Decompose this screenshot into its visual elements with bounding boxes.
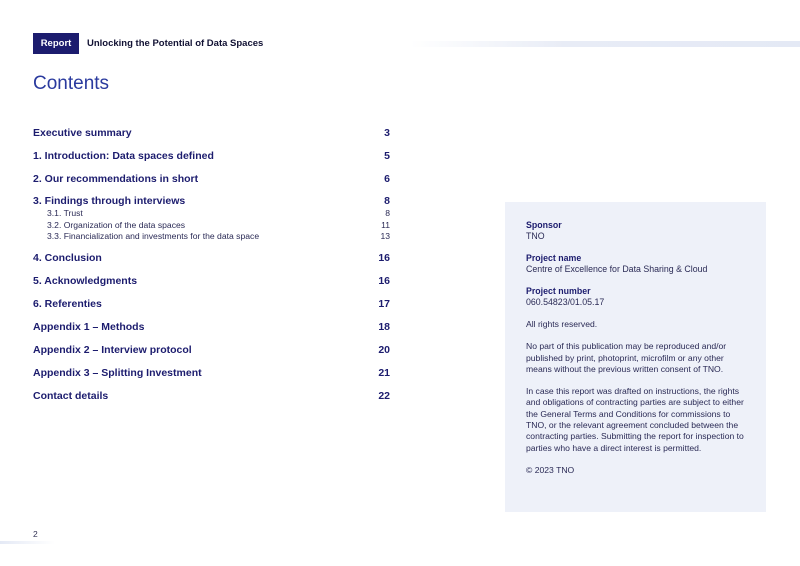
toc-entry-findings[interactable] — [33, 195, 390, 207]
toc-entry-appendix-3[interactable] — [33, 367, 390, 379]
toc-subentry-label: 3.3. Financialization and investments for the data space — [47, 231, 260, 241]
toc-entry-page: 20 — [378, 344, 390, 356]
toc-entry-label: 3. Findings through interviews — [33, 195, 186, 207]
footer-rule — [0, 541, 55, 544]
toc-entry-page: 17 — [378, 298, 390, 310]
toc-entry-label: 1. Introduction: Data spaces defined — [33, 150, 214, 162]
copyright-statement: © 2023 TNO — [526, 464, 575, 475]
toc-entry-executive-summary[interactable] — [33, 127, 390, 139]
toc-entry-label: Contact details — [33, 390, 109, 402]
toc-subentry-label: 3.2. Organization of the data spaces — [47, 220, 186, 230]
toc-entry-page: 21 — [378, 367, 390, 379]
toc-entry-page: 16 — [378, 252, 390, 264]
toc-subentry-financialization[interactable] — [47, 231, 390, 241]
toc-subentry-organization[interactable] — [47, 220, 390, 230]
toc-entry-acknowledgments[interactable] — [33, 275, 390, 287]
toc-entry-page: 6 — [384, 173, 390, 185]
toc-subentry-page: 8 — [385, 208, 390, 218]
toc-entry-referenties[interactable] — [33, 298, 390, 310]
toc-entry-label: 4. Conclusion — [33, 252, 102, 264]
toc-entry-label: Appendix 2 – Interview protocol — [33, 344, 192, 356]
project-name-label: Project name — [526, 253, 582, 263]
header-rule — [410, 41, 800, 47]
toc-entry-page: 22 — [378, 390, 390, 402]
toc-entry-label: Appendix 1 – Methods — [33, 321, 145, 333]
toc-subentry-trust[interactable] — [47, 208, 390, 218]
toc-entry-appendix-1[interactable] — [33, 321, 390, 333]
toc-entry-conclusion[interactable] — [33, 252, 390, 264]
document-title: Unlocking the Potential of Data Spaces — [87, 38, 264, 49]
project-number-label: Project number — [526, 286, 591, 296]
toc-entry-label: 5. Acknowledgments — [33, 275, 138, 287]
toc-entry-page: 8 — [384, 195, 390, 207]
sponsor-label: Sponsor — [526, 220, 562, 230]
instructions-statement: In case this report was drafted on instructions, the rights and obligations of contracting parties are subject to either the General Terms and Conditions for commissions to TNO, or the relevant agreement concluded between the contracting parties. Submitting the report for inspection to parties who have a direct interest is permitted. — [526, 386, 744, 453]
toc-entry-recommendations[interactable] — [33, 173, 390, 185]
toc-subentry-label: 3.1. Trust — [47, 208, 83, 218]
project-number-value: 060.54823/01.05.17 — [526, 297, 605, 307]
colophon-panel — [505, 202, 766, 512]
report-badge: Report — [33, 33, 79, 54]
page-number: 2 — [33, 529, 38, 539]
project-name-value: Centre of Excellence for Data Sharing & Cloud — [526, 264, 708, 274]
toc-subentry-page: 13 — [380, 231, 390, 241]
contents-heading: Contents — [33, 73, 110, 94]
toc-entry-label: 2. Our recommendations in short — [33, 173, 199, 185]
toc-entry-page: 3 — [384, 127, 390, 139]
toc-subentry-page: 11 — [381, 220, 390, 230]
reproduction-statement: No part of this publication may be reproduced and/or published by print, photoprint, microfilm or any other means without the previous written consent of TNO. — [526, 341, 727, 374]
rights-statement: All rights reserved. — [526, 319, 598, 329]
sponsor-value: TNO — [526, 231, 545, 241]
toc-entry-label: Appendix 3 – Splitting Investment — [33, 367, 202, 379]
toc-entry-page: 5 — [384, 150, 390, 162]
toc-entry-page: 18 — [378, 321, 390, 333]
toc-entry-page: 16 — [378, 275, 390, 287]
toc-entry-appendix-2[interactable] — [33, 344, 390, 356]
toc-entry-contact-details[interactable] — [33, 390, 390, 402]
toc-entry-introduction[interactable] — [33, 150, 390, 162]
toc-entry-label: 6. Referenties — [33, 298, 102, 310]
toc-entry-label: Executive summary — [33, 127, 132, 139]
